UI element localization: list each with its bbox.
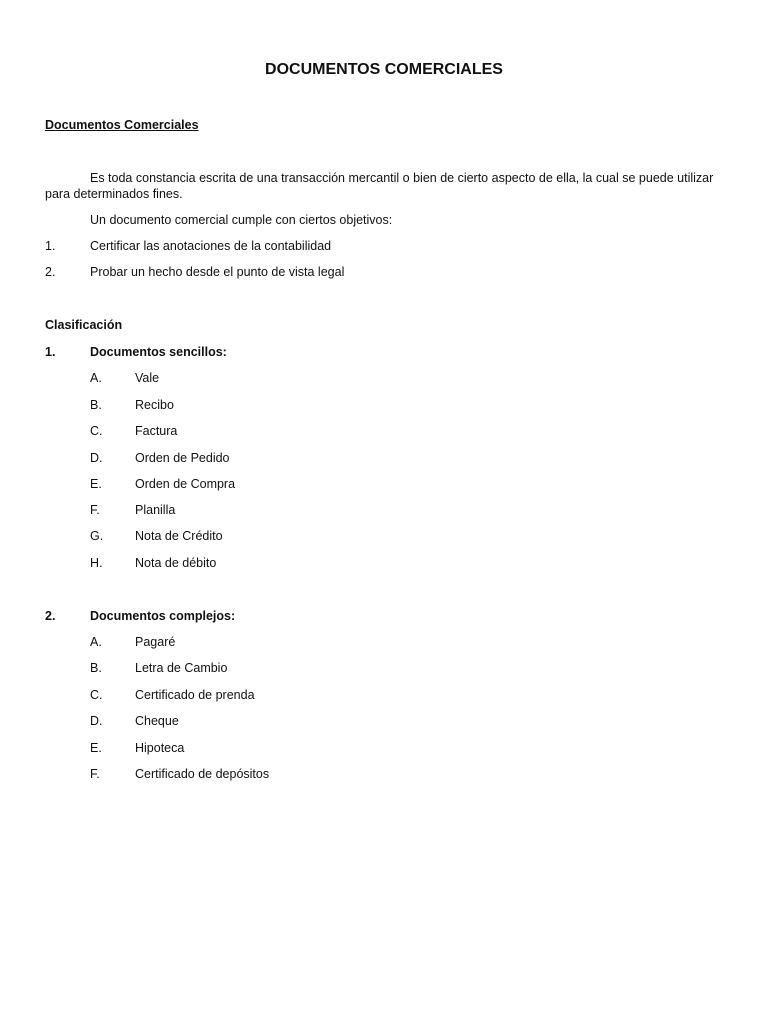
item-text: Orden de Compra — [135, 477, 236, 491]
item-text: Planilla — [135, 503, 176, 517]
objectives-intro: Un documento comercial cumple con ciertos objetivos: — [90, 213, 393, 227]
item-letter: B. — [90, 661, 102, 675]
group-title: Documentos sencillos: — [90, 345, 227, 359]
item-letter: F. — [90, 767, 100, 781]
item-text: Factura — [135, 424, 178, 438]
item-letter: C. — [90, 688, 103, 702]
item-letter: A. — [90, 371, 102, 385]
intro-paragraph: Es toda constancia escrita de una transacción mercantil o bien de cierto aspecto de ella, la cual se puede utilizar para determinados fines. — [45, 171, 714, 201]
item-letter: D. — [90, 714, 103, 728]
item-letter: F. — [90, 503, 100, 517]
item-text: Recibo — [135, 398, 174, 412]
objective-number: 1. — [45, 239, 56, 253]
item-text: Orden de Pedido — [135, 451, 230, 465]
item-text: Certificado de depósitos — [135, 767, 270, 781]
item-text: Nota de Crédito — [135, 529, 223, 543]
item-text: Vale — [135, 371, 160, 385]
objective-text: Certificar las anotaciones de la contabilidad — [90, 239, 332, 253]
group-title: Documentos complejos: — [90, 609, 236, 623]
item-text: Cheque — [135, 714, 179, 728]
objective-number: 2. — [45, 265, 56, 279]
section-subheading: Documentos Comerciales — [45, 118, 199, 132]
objective-text: Probar un hecho desde el punto de vista legal — [90, 265, 345, 279]
item-text: Nota de débito — [135, 556, 217, 570]
item-letter: B. — [90, 398, 102, 412]
item-text: Certificado de prenda — [135, 688, 255, 702]
classification-heading: Clasificación — [45, 318, 123, 332]
item-letter: D. — [90, 451, 103, 465]
item-text: Pagaré — [135, 635, 176, 649]
item-letter: C. — [90, 424, 103, 438]
item-letter: E. — [90, 477, 102, 491]
group-number: 2. — [45, 609, 56, 623]
item-letter: E. — [90, 741, 102, 755]
item-letter: A. — [90, 635, 102, 649]
item-letter: H. — [90, 556, 103, 570]
item-letter: G. — [90, 529, 104, 543]
page-title: DOCUMENTOS COMERCIALES — [265, 61, 503, 78]
item-text: Hipoteca — [135, 741, 185, 755]
item-text: Letra de Cambio — [135, 661, 228, 675]
group-number: 1. — [45, 345, 56, 359]
